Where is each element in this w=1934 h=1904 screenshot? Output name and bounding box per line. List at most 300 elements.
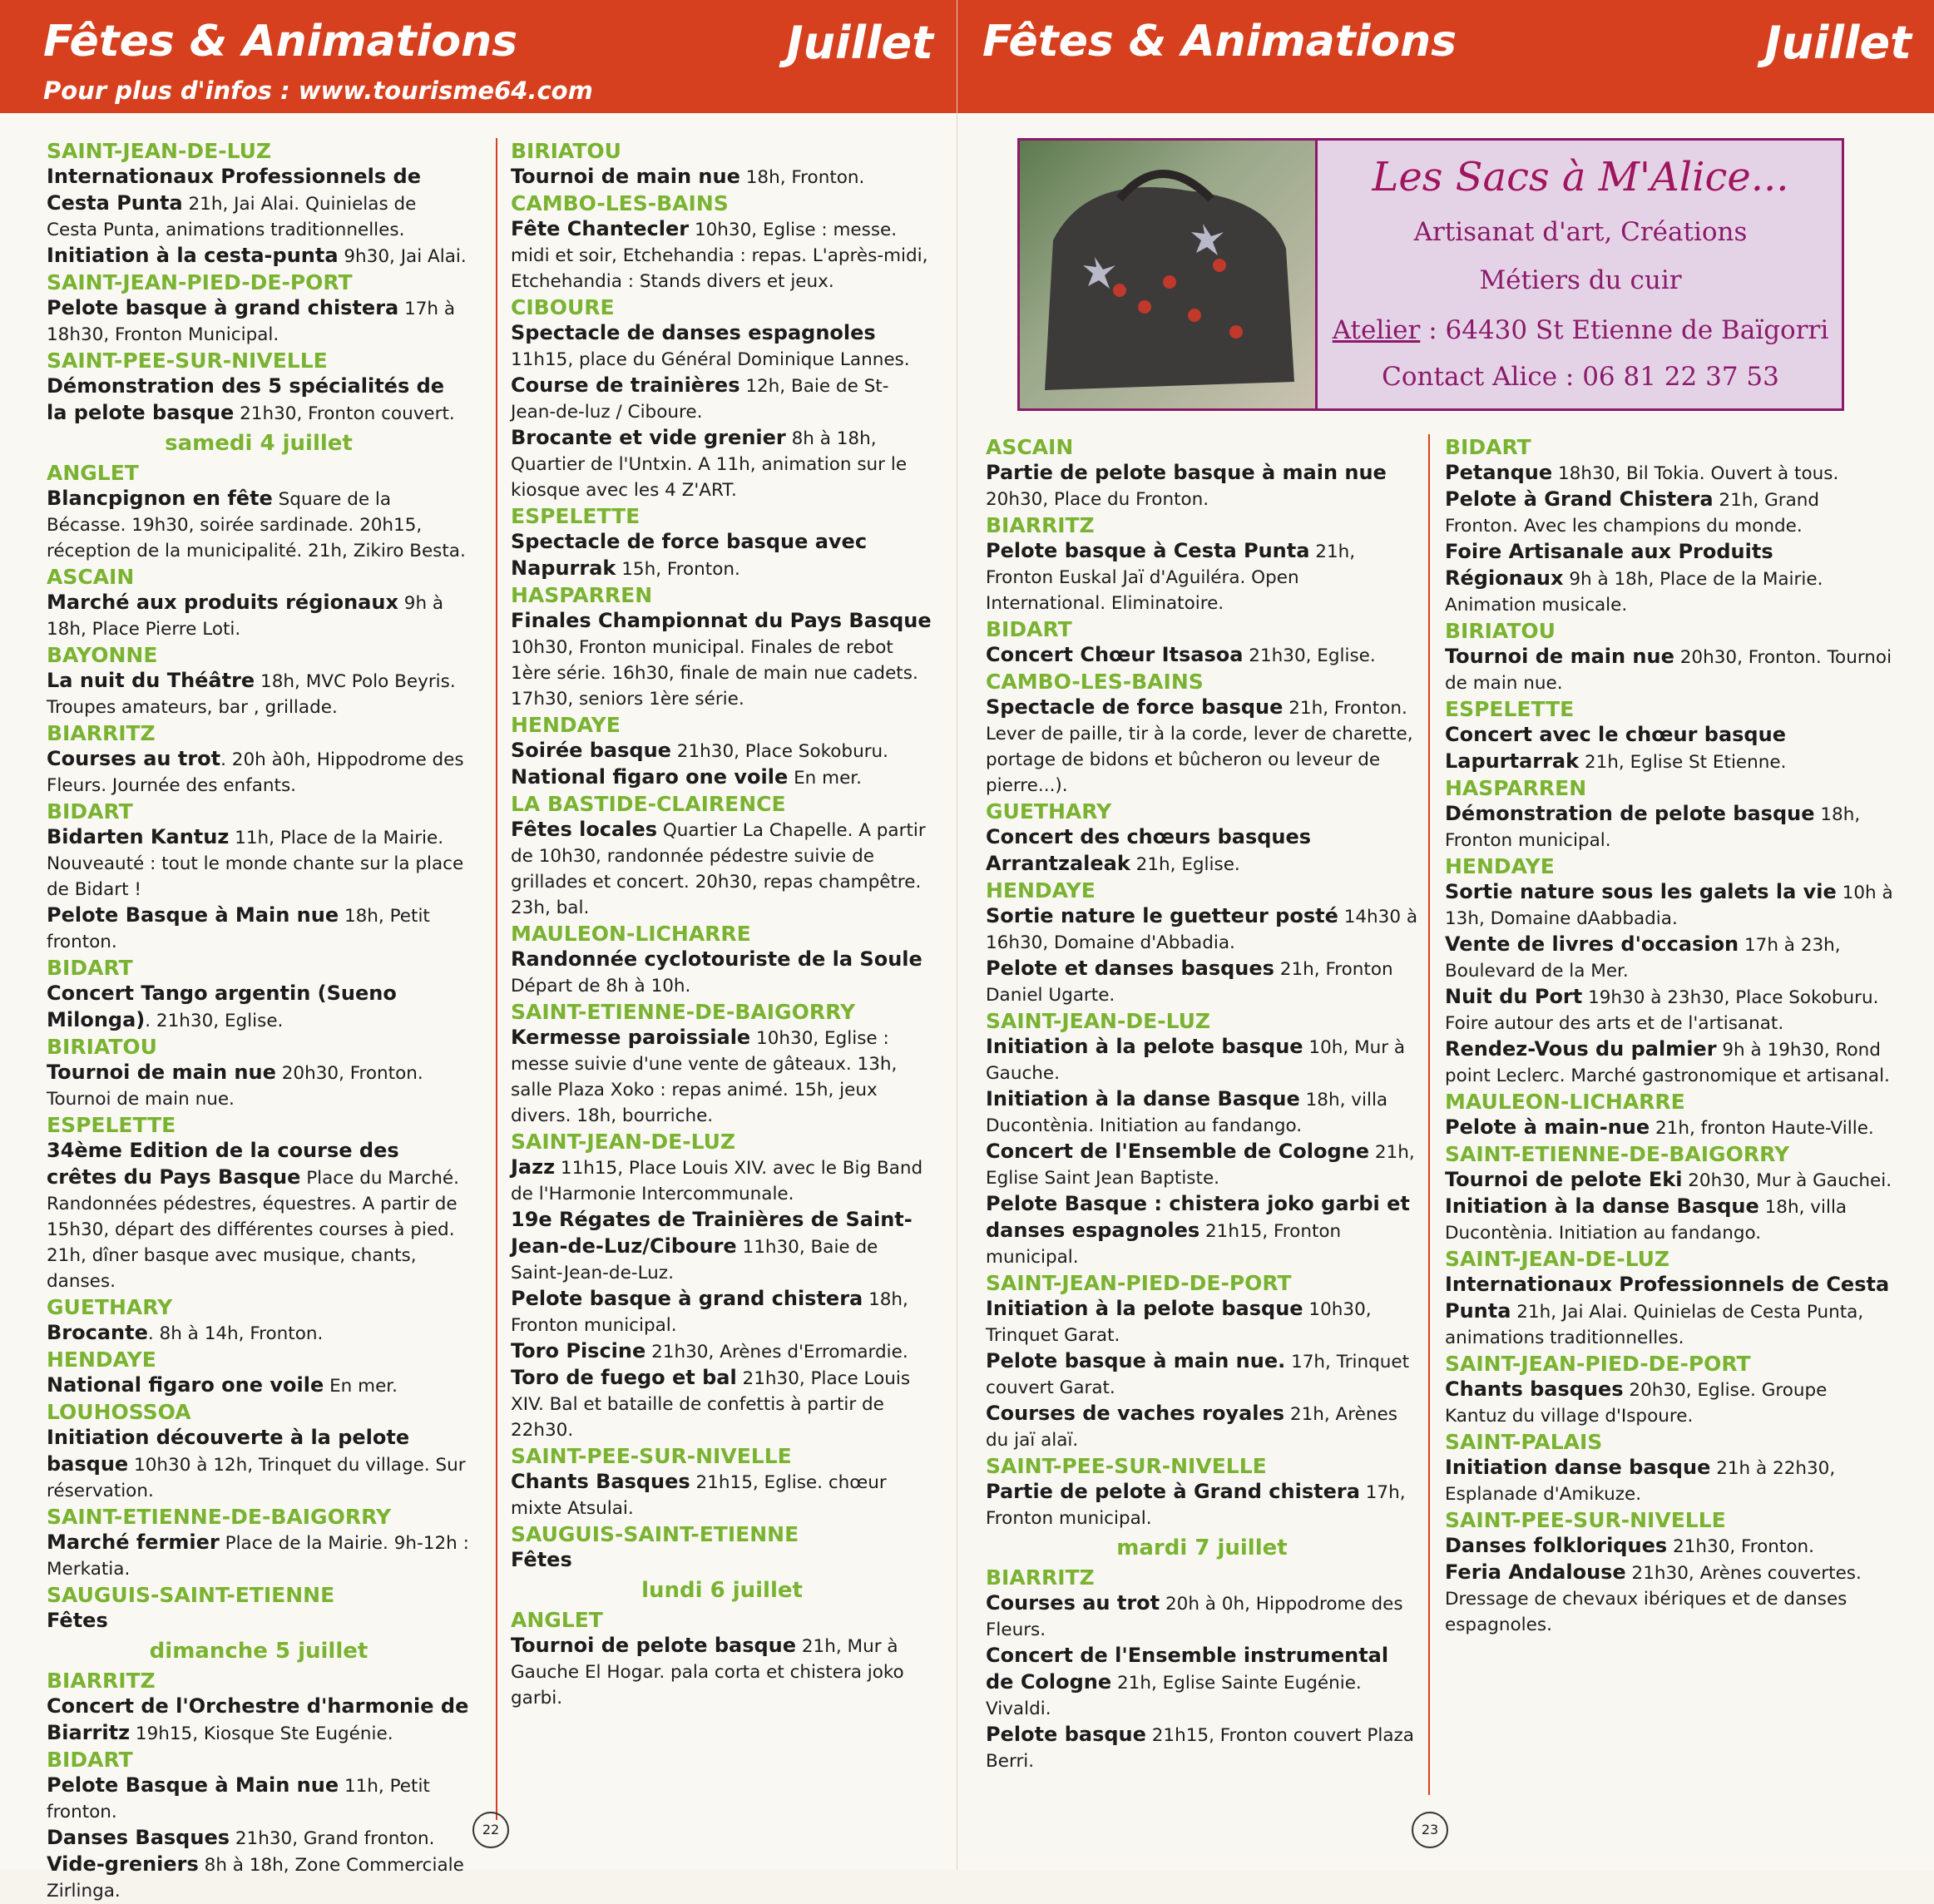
- event-details: 18h, Fronton municipal.: [511, 1289, 908, 1336]
- event-details: . 21h30, Eglise.: [145, 1011, 284, 1031]
- bag-illustration: [1020, 141, 1315, 408]
- event-entry: [511, 425, 933, 503]
- event-entry: [511, 1365, 933, 1443]
- town-heading: HENDAYE: [47, 1348, 156, 1372]
- event-entry: [1445, 1272, 1894, 1351]
- event-entry: [1445, 1377, 1894, 1429]
- event-details: 21h, Arènes du jaï alaï.: [986, 1404, 1397, 1451]
- event-entry: [47, 1138, 471, 1294]
- event-details: 11h15, place du Général Dominique Lannes.: [511, 349, 910, 370]
- event-title: Courses de vaches royales: [986, 1402, 1285, 1425]
- event-title: La nuit du Théâtre: [47, 669, 255, 692]
- banner-subtitle: Pour plus d'infos : www.tourisme64.com: [43, 77, 593, 105]
- event-entry: [511, 1155, 933, 1207]
- event-details: 21h30, Fronton.: [1667, 1536, 1814, 1557]
- event-details: 20h30, Eglise. Groupe Kantuz du village d'Ispoure.: [1445, 1380, 1828, 1427]
- event-details: 21h, Fronton. Lever de paille, tir à la corde, lever de charette, portage de bidons et bûcheron ou leveur de pierre...).: [986, 698, 1413, 796]
- event-details: 21h, Eglise St Etienne.: [1579, 752, 1787, 773]
- event-details: 21h30, Arènes couvertes. Dressage de chevaux ibériques et de danses espagnoles.: [1445, 1563, 1862, 1635]
- town-heading: HENDAYE: [986, 878, 1096, 903]
- town-heading: BAYONNE: [47, 643, 158, 667]
- event-details: 18h, MVC Polo Beyris. Troupes amateurs, bar , grillade.: [47, 671, 456, 718]
- town-heading: SAINT-ETIENNE-DE-BAIGORRY: [47, 1505, 392, 1529]
- town-heading: SAINT-JEAN-DE-LUZ: [511, 1130, 736, 1154]
- event-details: 10h30, Fronton municipal. Finales de rebot 1ère série. 16h30, finale de main nue cadets. 17h30, seniors 1ère série.: [511, 637, 918, 710]
- town-heading: HENDAYE: [1445, 854, 1555, 878]
- event-entry: [47, 1372, 471, 1399]
- event-details: 21h à 22h30, Esplanade d'Amikuze.: [1445, 1458, 1836, 1505]
- event-entry: [511, 738, 933, 764]
- event-details: 21h30, Fronton couvert.: [234, 403, 455, 424]
- town-heading: BIARRITZ: [47, 721, 156, 745]
- event-details: 19h15, Kiosque Ste Eugénie.: [130, 1723, 393, 1744]
- event-title: Tournoi de main nue: [1445, 645, 1674, 668]
- ad-atelier-value: : 64430 St Etienne de Baïgorri: [1420, 315, 1829, 345]
- event-title: Randonnée cyclotouriste de la Soule: [511, 947, 922, 971]
- leather-bag-photo: [1020, 141, 1315, 408]
- event-details: 10h30, Trinquet Garat.: [986, 1299, 1372, 1346]
- event-title: Marché aux produits régionaux: [47, 591, 398, 614]
- event-title: Spectacle de force basque: [986, 695, 1284, 719]
- event-title: Foire Artisanale aux Produits Régionaux: [1445, 540, 1773, 590]
- date-heading: lundi 6 juillet: [641, 1578, 803, 1603]
- event-entry: [47, 746, 471, 799]
- event-title: Fête Chantecler: [511, 217, 690, 240]
- event-details: 19h30 à 23h30, Place Sokoburu. Foire autour des arts et de l'artisanat.: [1445, 987, 1879, 1034]
- event-details: Départ de 8h à 10h.: [511, 976, 691, 997]
- event-details: 21h, Jai Alai. Quinielas de Cesta Punta, animations traditionnelles.: [1445, 1302, 1864, 1348]
- ad-line-1: Artisanat d'art, Créations: [1413, 217, 1748, 247]
- town-heading: ANGLET: [511, 1608, 603, 1632]
- event-entry: [511, 817, 933, 921]
- event-details: 17h à 18h30, Fronton Municipal.: [47, 299, 456, 345]
- event-entry: [511, 164, 933, 190]
- town-heading: CAMBO-LES-BAINS: [511, 191, 729, 215]
- ad-text-block: [1319, 141, 1842, 408]
- event-details: 18h, Petit fronton.: [47, 906, 430, 952]
- event-title: National figaro one voile: [47, 1373, 324, 1397]
- town-heading: SAUGUIS-SAINT-ETIENNE: [47, 1583, 335, 1607]
- town-heading: SAINT-JEAN-DE-LUZ: [47, 139, 272, 163]
- event-title: Concert Tango argentin (Sueno Milonga): [47, 982, 397, 1031]
- event-title: Pelote basque à main nue.: [986, 1349, 1286, 1372]
- event-entry: [47, 486, 471, 564]
- event-title: Tournoi de pelote Eki: [1445, 1168, 1683, 1191]
- event-entry: [1445, 460, 1894, 487]
- event-entry: [47, 590, 471, 642]
- town-heading: LA BASTIDE-CLAIRENCE: [511, 792, 786, 816]
- event-title: Initiation à la cesta-punta: [47, 244, 339, 267]
- banner-month: Juillet: [1764, 17, 1912, 69]
- event-title: Chants basques: [1445, 1377, 1624, 1401]
- event-details: En mer.: [324, 1376, 398, 1397]
- town-heading: GUETHARY: [986, 799, 1112, 823]
- event-title: Jazz: [511, 1155, 556, 1179]
- event-details: Quartier La Chapelle. A partir de 10h30, randonnée pédestre suivie de grillades et concert. 20h30, repas champêtre. 23h, bal.: [511, 820, 926, 918]
- event-details: 10h30 à 12h, Trinquet du village. Sur réservation.: [47, 1455, 466, 1501]
- event-title: Courses au trot: [47, 747, 221, 770]
- event-details: 20h30, Place du Fronton.: [986, 489, 1209, 510]
- event-entry: [47, 1060, 471, 1112]
- event-entry: [986, 1034, 1418, 1086]
- town-heading: SAINT-PALAIS: [1445, 1430, 1603, 1454]
- event-title: Initiation danse basque: [1445, 1456, 1711, 1479]
- event-title: Concert de l'Ensemble instrumental de Cologne: [986, 1644, 1389, 1694]
- event-title: Partie de pelote basque à main nue: [986, 461, 1387, 484]
- event-details: 21h15, Eglise. chœur mixte Atsulai.: [511, 1472, 887, 1519]
- event-details: 15h, Fronton.: [616, 559, 740, 580]
- event-title: Tournoi de pelote basque: [511, 1634, 797, 1657]
- event-details: 11h15, Place Louis XIV. avec le Big Band de l'Harmonie Intercommunale.: [511, 1158, 923, 1204]
- event-details: 18h, Fronton.: [739, 167, 865, 188]
- town-heading: BIDART: [986, 617, 1072, 641]
- event-title: Initiation à la pelote basque: [986, 1035, 1303, 1058]
- event-entry: [986, 1643, 1418, 1722]
- event-title: Kermesse paroissiale: [511, 1026, 751, 1049]
- event-title: Pelote Basque à Main nue: [47, 1773, 339, 1797]
- town-heading: SAINT-JEAN-PIED-DE-PORT: [1445, 1352, 1751, 1376]
- event-entry: [47, 1320, 471, 1347]
- event-title: Concert de l'Orchestre d'harmonie de Biarritz: [47, 1694, 469, 1744]
- event-entry: [47, 1852, 471, 1904]
- event-entry: [511, 1025, 933, 1129]
- event-entry: [511, 1633, 933, 1711]
- event-entry: [986, 538, 1418, 616]
- event-details: 11h30, Baie de Saint-Jean-de-Luz.: [511, 1237, 878, 1283]
- town-heading: BIDART: [47, 1748, 133, 1772]
- event-title: Courses au trot: [986, 1591, 1160, 1615]
- event-title: Vente de livres d'occasion: [1445, 932, 1739, 956]
- event-title: Pelote basque: [986, 1723, 1146, 1746]
- event-title: Pelote basque à Cesta Punta: [986, 539, 1310, 562]
- event-entry: [47, 373, 471, 427]
- event-title: Fêtes: [47, 1609, 108, 1632]
- town-heading: SAINT-JEAN-DE-LUZ: [1445, 1247, 1670, 1271]
- event-entry: [511, 1286, 933, 1338]
- event-entry: [47, 1608, 471, 1634]
- event-entry: [1445, 1115, 1894, 1141]
- event-details: 21h, Grand Fronton. Avec les champions du monde.: [1445, 490, 1820, 537]
- event-details: 21h, Eglise Saint Jean Baptiste.: [986, 1142, 1415, 1189]
- town-heading: SAINT-PEE-SUR-NIVELLE: [511, 1444, 792, 1468]
- event-title: Tournoi de main nue: [47, 1061, 276, 1084]
- event-details: 21h30, Place Louis XIV. Bal et bataille de confettis à partir de 22h30.: [511, 1368, 911, 1441]
- event-title: Feria Andalouse: [1445, 1560, 1626, 1584]
- event-entry: [1445, 801, 1894, 853]
- event-details: 20h30, Fronton. Tournoi de main nue.: [1445, 647, 1892, 694]
- town-heading: ESPELETTE: [1445, 697, 1575, 721]
- event-details: 10h30, Eglise : messe suivie d'une vente de gâteaux. 13h, salle Plaza Xoko : repas animé. 15h, jeux divers. 18h, bourriche.: [511, 1028, 898, 1126]
- event-title: Brocante: [47, 1321, 148, 1344]
- page-number-right: 23: [1412, 1812, 1448, 1848]
- ad-atelier-label: Atelier: [1332, 315, 1421, 345]
- event-entry: [986, 1722, 1418, 1774]
- event-details: 12h, Baie de St-Jean-de-luz / Ciboure.: [511, 376, 889, 423]
- event-title: Danses folkloriques: [1445, 1534, 1668, 1557]
- event-details: 18h, villa Ducontènia. Initiation au fandango.: [1445, 1197, 1847, 1244]
- event-title: Concert Chœur Itsasoa: [986, 643, 1244, 666]
- event-entry: [1445, 879, 1894, 932]
- event-title: Pelote Basque à Main nue: [47, 903, 339, 927]
- event-details: 21h, Jai Alai. Quinielas de Cesta Punta, animations traditionnelles.: [47, 194, 417, 240]
- date-heading: dimanche 5 juillet: [149, 1639, 368, 1664]
- event-details: 9h30, Jai Alai.: [338, 246, 467, 267]
- town-heading: BIRIATOU: [47, 1035, 157, 1059]
- advertisement: [1017, 138, 1844, 411]
- town-heading: SAINT-JEAN-PIED-DE-PORT: [986, 1271, 1292, 1295]
- event-title: Initiation à la pelote basque: [986, 1297, 1303, 1320]
- town-heading: BIDART: [47, 799, 133, 823]
- event-title: Finales Championnat du Pays Basque: [511, 609, 932, 632]
- event-entry: [986, 1086, 1418, 1139]
- town-heading: ASCAIN: [986, 435, 1074, 459]
- event-entry: [47, 824, 471, 903]
- event-details: 18h, villa Ducontènia. Initiation au fandango.: [986, 1090, 1388, 1136]
- event-details: 10h30, Eglise : messe. midi et soir, Etchehandia : repas. L'après-midi, Etchehandia : Stands divers et jeux.: [511, 220, 928, 292]
- event-entry: [986, 1139, 1418, 1191]
- event-entry: [511, 529, 933, 582]
- event-title: Toro Piscine: [511, 1339, 646, 1362]
- event-title: Marché fermier: [47, 1531, 220, 1554]
- event-entry: [47, 295, 471, 348]
- event-details: 21h, Fronton Euskal Jaï d'Aguiléra. Open International. Eliminatoire.: [986, 542, 1356, 614]
- event-entry: [986, 460, 1418, 512]
- event-title: Pelote basque à grand chistera: [511, 1287, 863, 1310]
- town-heading: LOUHOSSOA: [47, 1400, 191, 1424]
- event-details: 17h, Trinquet couvert Garat.: [986, 1352, 1410, 1398]
- event-entry: [986, 1191, 1418, 1270]
- event-title: Soirée basque: [511, 739, 671, 762]
- event-entry: [511, 1469, 933, 1521]
- town-heading: SAINT-ETIENNE-DE-BAIGORRY: [511, 1000, 856, 1024]
- event-entry: [47, 668, 471, 720]
- event-title: Démonstration de pelote basque: [1445, 802, 1815, 825]
- event-entry: [1445, 932, 1894, 984]
- event-title: Initiation à la danse Basque: [1445, 1194, 1759, 1218]
- event-title: Pelote à Grand Chistera: [1445, 487, 1714, 511]
- event-title: Spectacle de danses espagnoles: [511, 321, 876, 344]
- event-details: 21h30, Grand fronton.: [230, 1828, 435, 1849]
- event-entry: [511, 764, 933, 791]
- event-details: 21h30, Place Sokoburu.: [670, 741, 889, 762]
- event-details: 20h30, Fronton. Tournoi de main nue.: [47, 1063, 423, 1110]
- ad-line-2: Métiers du cuir: [1479, 265, 1682, 295]
- event-entry: [511, 947, 933, 999]
- event-entry: [47, 1773, 471, 1825]
- event-entry: [1445, 984, 1894, 1036]
- event-title: Fêtes: [511, 1548, 572, 1571]
- event-details: 20h30, Mur à Gauchei.: [1682, 1170, 1892, 1191]
- town-heading: MAULEON-LICHARRE: [1445, 1090, 1685, 1114]
- town-heading: BIDART: [47, 956, 133, 980]
- event-details: 21h, fronton Haute-Ville.: [1650, 1118, 1874, 1139]
- event-details: 9h à 18h, Place Pierre Loti.: [47, 593, 444, 640]
- event-title: Danses Basques: [47, 1826, 230, 1849]
- event-title: Initiation découverte à la pelote basque: [47, 1426, 410, 1476]
- column-divider: [1428, 434, 1430, 1795]
- town-heading: ANGLET: [47, 461, 139, 485]
- event-details: 17h, Fronton municipal.: [986, 1482, 1406, 1529]
- date-heading: mardi 7 juillet: [1116, 1536, 1288, 1560]
- town-heading: HASPARREN: [1445, 776, 1587, 800]
- event-title: Pelote et danses basques: [986, 957, 1274, 980]
- event-title: Spectacle de force basque avec Napurrak: [511, 530, 868, 580]
- town-heading: BIARRITZ: [47, 1669, 156, 1693]
- event-entry: [1445, 1560, 1894, 1638]
- event-entry: [47, 981, 471, 1034]
- town-heading: HASPARREN: [511, 583, 653, 607]
- events-column-1: [47, 138, 471, 1904]
- page-number-left: 22: [472, 1812, 509, 1848]
- event-title: Pelote à main-nue: [1445, 1115, 1650, 1139]
- event-details: 21h, Mur à Gauche El Hogar. pala corta et chistera joko garbi.: [511, 1636, 904, 1709]
- header-banner-right: [957, 0, 1934, 113]
- ad-brand-name: Les Sacs à M'Alice...: [1372, 154, 1789, 200]
- event-entry: [47, 243, 471, 270]
- town-heading: HENDAYE: [511, 713, 621, 737]
- town-heading: ESPELETTE: [511, 504, 641, 528]
- event-entry: [1445, 539, 1894, 618]
- event-entry: [986, 642, 1418, 669]
- event-entry: [1445, 722, 1894, 775]
- event-title: Concert de l'Ensemble de Cologne: [986, 1140, 1370, 1163]
- event-entry: [47, 1694, 471, 1747]
- town-heading: SAINT-PEE-SUR-NIVELLE: [47, 349, 328, 373]
- event-title: Initiation à la danse Basque: [986, 1087, 1300, 1110]
- event-details: 17h à 23h, Boulevard de la Mer.: [1445, 935, 1841, 982]
- event-title: Internationaux Professionnels de Cesta Punta: [1445, 1273, 1890, 1323]
- event-entry: [986, 903, 1418, 956]
- town-heading: CIBOURE: [511, 295, 615, 319]
- right-page: [957, 0, 1934, 1870]
- town-heading: BIDART: [1445, 435, 1531, 459]
- event-entry: [511, 1338, 933, 1365]
- events-column-4: [1445, 434, 1894, 1638]
- event-title: Brocante et vide grenier: [511, 426, 786, 449]
- left-page: [0, 0, 957, 1902]
- event-entry: [986, 695, 1418, 799]
- town-heading: SAINT-PEE-SUR-NIVELLE: [986, 1454, 1267, 1478]
- event-details: 21h15, Fronton couvert Plaza Berri.: [986, 1725, 1414, 1772]
- event-details: 21h30, Eglise.: [1243, 645, 1376, 666]
- event-title: Chants Basques: [511, 1470, 690, 1493]
- header-banner-left: [0, 0, 957, 113]
- event-entry: [47, 164, 471, 243]
- event-entry: [511, 1207, 933, 1286]
- event-title: Sortie nature sous les galets la vie: [1445, 880, 1837, 903]
- event-details: 9h à 18h, Place de la Mairie. Animation musicale.: [1445, 569, 1823, 616]
- town-heading: BIRIATOU: [1445, 619, 1556, 643]
- event-entry: [986, 1348, 1418, 1401]
- event-entry: [986, 1401, 1418, 1453]
- event-details: 8h à 18h, Zone Commerciale Zirlinga.: [47, 1855, 464, 1902]
- town-heading: SAINT-PEE-SUR-NIVELLE: [1445, 1508, 1726, 1532]
- event-title: Pelote Basque : chistera joko garbi et danses espagnoles: [986, 1192, 1410, 1242]
- event-details: 18h30, Bil Tokia. Ouvert à tous.: [1552, 463, 1839, 484]
- town-heading: SAINT-ETIENNE-DE-BAIGORRY: [1445, 1142, 1790, 1166]
- event-entry: [1445, 1036, 1894, 1089]
- date-heading: samedi 4 juillet: [165, 431, 353, 456]
- town-heading: BIARRITZ: [986, 513, 1095, 537]
- town-heading: SAUGUIS-SAINT-ETIENNE: [511, 1522, 799, 1546]
- event-details: 21h30, Arènes d'Erromardie.: [645, 1342, 908, 1362]
- event-details: 21h, Eglise Sainte Eugénie. Vivaldi.: [986, 1673, 1362, 1719]
- event-title: Petanque: [1445, 461, 1553, 484]
- event-entry: [1445, 487, 1894, 539]
- event-entry: [986, 824, 1418, 878]
- ad-atelier: [1319, 315, 1842, 345]
- town-heading: SAINT-JEAN-DE-LUZ: [986, 1009, 1211, 1033]
- event-details: 11h, Place de la Mairie. Nouveauté : tout le monde chante sur la place de Bidart !: [47, 828, 464, 900]
- event-entry: [1445, 1455, 1894, 1507]
- event-details: 8h à 18h, Quartier de l'Untxin. A 11h, animation sur le kiosque avec les 4 Z'ART.: [511, 428, 908, 501]
- event-details: 21h, Fronton Daniel Ugarte.: [986, 959, 1393, 1006]
- event-details: Place de la Mairie. 9h-12h : Merkatia.: [47, 1533, 469, 1580]
- event-entry: [1445, 644, 1894, 696]
- event-title: Course de trainières: [511, 373, 740, 397]
- event-title: Toro de fuego et bal: [511, 1366, 737, 1389]
- event-entry: [47, 903, 471, 955]
- event-entry: [47, 1530, 471, 1582]
- town-heading: ASCAIN: [47, 565, 135, 589]
- event-details: 20h à 0h, Hippodrome des Fleurs.: [986, 1594, 1403, 1640]
- column-divider: [496, 138, 497, 1820]
- event-title: Bidarten Kantuz: [47, 825, 230, 848]
- event-title: Concert des chœurs basques Arrantzaleak: [986, 825, 1312, 875]
- event-details: 9h à 19h30, Rond point Leclerc. Marché gastronomique et artisanal.: [1445, 1040, 1890, 1086]
- events-column-3: [986, 434, 1418, 1774]
- event-title: Tournoi de main nue: [511, 165, 740, 188]
- event-details: 18h, Fronton municipal.: [1445, 804, 1861, 851]
- banner-month: Juillet: [786, 17, 933, 69]
- event-details: 21h15, Fronton municipal.: [986, 1221, 1342, 1268]
- ad-contact: Contact Alice : 06 81 22 37 53: [1382, 362, 1779, 392]
- event-title: Nuit du Port: [1445, 985, 1583, 1008]
- event-entry: [986, 1296, 1418, 1348]
- banner-title: Fêtes & Animations: [982, 17, 1457, 67]
- event-title: Blancpignon en fête: [47, 487, 273, 510]
- event-title: Concert avec le chœur basque Lapurtarrak: [1445, 723, 1786, 773]
- town-heading: MAULEON-LICHARRE: [511, 922, 751, 946]
- event-details: 21h, Eglise.: [1130, 854, 1240, 875]
- event-entry: [986, 1590, 1418, 1643]
- event-entry: [1445, 1167, 1894, 1194]
- ad-divider: [1315, 141, 1318, 408]
- town-heading: SAINT-JEAN-PIED-DE-PORT: [47, 270, 353, 294]
- event-title: Vide-greniers: [47, 1852, 199, 1876]
- event-details: . 8h à 14h, Fronton.: [147, 1323, 324, 1344]
- event-entry: [511, 320, 933, 373]
- event-details: Place du Marché. Randonnées pédestres, équestres. A partir de 15h30, départ des différentes courses à pied. 21h, dîner basque avec musique, chants, danses.: [47, 1168, 459, 1292]
- event-title: National figaro one voile: [511, 765, 789, 789]
- event-title: Fêtes locales: [511, 818, 658, 841]
- event-entry: [986, 956, 1418, 1008]
- event-entry: [47, 1825, 471, 1852]
- event-title: Partie de pelote à Grand chistera: [986, 1480, 1360, 1503]
- event-entry: [511, 373, 933, 425]
- town-heading: CAMBO-LES-BAINS: [986, 670, 1204, 694]
- event-entry: [511, 608, 933, 712]
- event-entry: [511, 1547, 933, 1574]
- event-details: . 20h à0h, Hippodrome des Fleurs. Journée des enfants.: [47, 749, 464, 796]
- event-entry: [1445, 1533, 1894, 1560]
- event-title: 19e Régates de Trainières de Saint-Jean-de-Luz/Ciboure: [511, 1208, 913, 1258]
- event-entry: [511, 216, 933, 294]
- event-title: 34ème Edition de la course des crêtes du Pays Basque: [47, 1139, 399, 1189]
- event-entry: [47, 1425, 471, 1504]
- town-heading: GUETHARY: [47, 1295, 173, 1319]
- event-details: 10h à 13h, Domaine dAabbadia.: [1445, 883, 1893, 929]
